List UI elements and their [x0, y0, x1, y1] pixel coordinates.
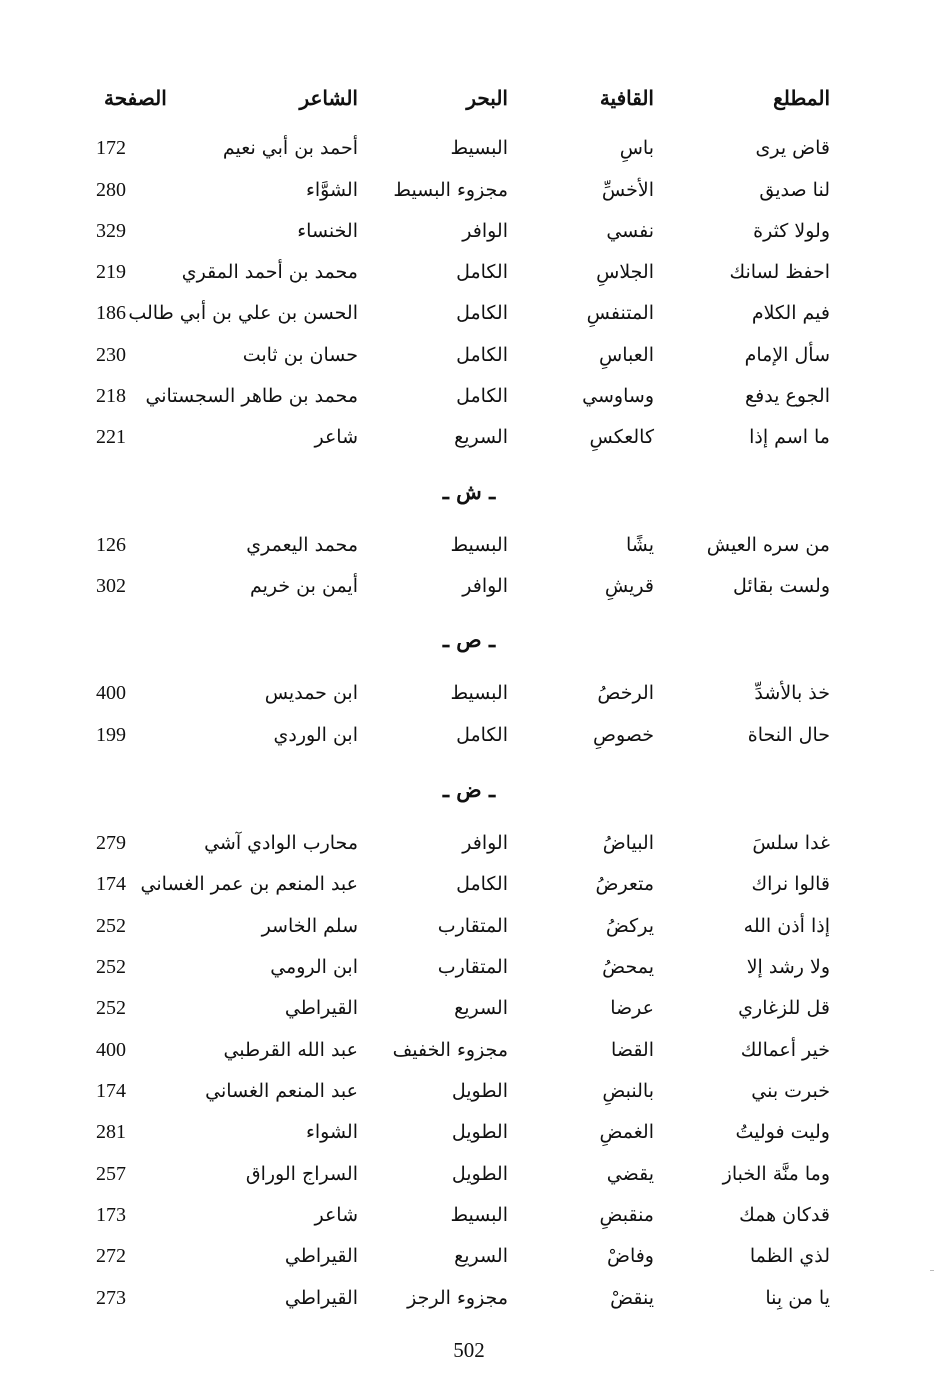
cell-page: 280 — [96, 179, 126, 201]
table-row — [0, 128, 938, 168]
cell-qafia: ينقضْ — [610, 1287, 654, 1309]
table-row — [0, 566, 938, 606]
cell-bahr: البسيط — [450, 137, 508, 159]
cell-qafia: بالنبضِ — [602, 1080, 654, 1102]
cell-shaer: أحمد بن أبي نعيم — [222, 137, 358, 159]
cell-shaer: أيمن بن خريم — [249, 575, 358, 597]
table-row — [0, 293, 938, 333]
cell-shaer: ابن الرومي — [270, 956, 358, 978]
cell-shaer: ابن الوردي — [273, 724, 358, 746]
cell-bahr: الكامل — [456, 302, 508, 324]
cell-qafia: يركضُ — [605, 915, 654, 937]
cell-page: 219 — [96, 261, 126, 283]
cell-page: 281 — [96, 1121, 126, 1143]
cell-bahr: الطويل — [451, 1080, 508, 1102]
cell-shaer: حسان بن ثابت — [242, 344, 358, 366]
cell-shaer: عبد المنعم بن عمر الغساني — [140, 873, 358, 895]
cell-matla: قل للزغاري — [738, 997, 830, 1019]
cell-page: 272 — [96, 1245, 126, 1267]
cell-page: 218 — [96, 385, 126, 407]
cell-qafia: الغمضِ — [599, 1121, 654, 1143]
cell-bahr: البسيط — [450, 682, 508, 704]
cell-shaer: محارب الوادي آشي — [204, 832, 358, 854]
cell-bahr: الطويل — [451, 1163, 508, 1185]
cell-shaer: شاعر — [314, 1204, 358, 1226]
cell-bahr: الوافر — [462, 575, 508, 597]
cell-matla: من سره العيش — [706, 534, 830, 556]
cell-page: 279 — [96, 832, 126, 854]
cell-page: 400 — [96, 1039, 126, 1061]
cell-page: 302 — [96, 575, 126, 597]
cell-page: 199 — [96, 724, 126, 746]
header-matla: المطلع — [773, 86, 830, 110]
cell-qafia: منقبضِ — [599, 1204, 654, 1226]
cell-shaer: القيراطي — [284, 997, 358, 1019]
cell-shaer: محمد بن أحمد المقري — [181, 261, 358, 283]
cell-page: 174 — [96, 873, 126, 895]
table-row — [0, 211, 938, 251]
cell-shaer: الحسن بن علي بن أبي طالب — [128, 302, 358, 324]
cell-page: 221 — [96, 426, 126, 448]
cell-bahr: الكامل — [456, 724, 508, 746]
header-page: الصفحة — [104, 86, 167, 110]
cell-qafia: البياضُ — [602, 832, 654, 854]
cell-matla: قاض يرى — [755, 137, 830, 159]
cell-shaer: القيراطي — [284, 1245, 358, 1267]
cell-matla: خير أعمالك — [740, 1039, 830, 1061]
table-row — [0, 525, 938, 565]
cell-shaer: ابن حمديس — [264, 682, 358, 704]
table-row — [0, 335, 938, 375]
cell-shaer: الخنساء — [297, 220, 358, 242]
cell-qafia: الجلاسِ — [596, 261, 654, 283]
table-row — [0, 376, 938, 416]
cell-bahr: مجزوء الرجز — [407, 1287, 508, 1309]
cell-qafia: يشًا — [625, 534, 654, 556]
cell-bahr: الكامل — [456, 344, 508, 366]
section-heading: ـ ض ـ — [442, 777, 496, 802]
cell-bahr: الكامل — [456, 385, 508, 407]
cell-matla: وما منَّة الخباز — [722, 1163, 830, 1185]
cell-qafia: نفسي — [606, 220, 654, 242]
cell-matla: الجوع يدفع — [745, 385, 830, 407]
cell-qafia: الرخصُ — [597, 682, 654, 704]
cell-qafia: يمحضُ — [602, 956, 654, 978]
cell-matla: يا من بِنا — [765, 1287, 830, 1309]
cell-page: 252 — [96, 956, 126, 978]
cell-bahr: الطويل — [451, 1121, 508, 1143]
cell-bahr: الكامل — [456, 873, 508, 895]
cell-bahr: مجزوء الخفيف — [392, 1039, 508, 1061]
table-row — [0, 1071, 938, 1111]
header-qafia: القافية — [599, 86, 654, 110]
cell-matla: إذا أذن الله — [743, 915, 830, 937]
table-row — [0, 947, 938, 987]
table-row — [0, 1112, 938, 1152]
cell-qafia: خصوصِ — [592, 724, 654, 746]
table-row — [0, 170, 938, 210]
cell-page: 252 — [96, 997, 126, 1019]
cell-matla: وليت فوليتُ — [735, 1121, 830, 1143]
table-row — [0, 1154, 938, 1194]
cell-page: 172 — [96, 137, 126, 159]
table-row — [0, 1278, 938, 1318]
cell-qafia: متعرضُ — [595, 873, 654, 895]
cell-matla: لنا صديق — [759, 179, 830, 201]
header-bahr: البحر — [466, 86, 508, 110]
table-row — [0, 673, 938, 713]
cell-qafia: يقضي — [606, 1163, 654, 1185]
table-row — [0, 417, 938, 457]
cell-shaer: الشواء — [305, 1121, 358, 1143]
table-row — [0, 864, 938, 904]
page-number: 502 — [453, 1338, 485, 1362]
cell-page: 252 — [96, 915, 126, 937]
cell-shaer: محمد بن طاهر السجستاني — [145, 385, 358, 407]
cell-matla: لذي الظما — [749, 1245, 830, 1267]
cell-shaer: الشوَّاء — [305, 179, 358, 201]
section-heading: ـ ص ـ — [442, 627, 496, 652]
table-row — [0, 715, 938, 755]
cell-matla: قدكان همك — [739, 1204, 830, 1226]
cell-qafia: العباسِ — [599, 344, 654, 366]
cell-qafia: وفاضْ — [606, 1245, 654, 1267]
cell-page: 329 — [96, 220, 126, 242]
margin-mark — [930, 1270, 934, 1271]
table-row — [0, 252, 938, 292]
table-row — [0, 1195, 938, 1235]
cell-matla: ولولا كثرة — [753, 220, 830, 242]
cell-matla: حال النحاة — [747, 724, 830, 746]
cell-matla: خذ بالأشدِّ — [754, 682, 830, 704]
cell-shaer: شاعر — [314, 426, 358, 448]
cell-bahr: السريع — [454, 1245, 508, 1267]
table-row — [0, 1236, 938, 1276]
cell-bahr: البسيط — [450, 1204, 508, 1226]
cell-bahr: المتقارب — [437, 956, 508, 978]
cell-qafia: عرضا — [610, 997, 654, 1019]
cell-page: 230 — [96, 344, 126, 366]
cell-shaer: القيراطي — [284, 1287, 358, 1309]
section-heading: ـ ش ـ — [442, 479, 496, 504]
cell-bahr: الوافر — [462, 832, 508, 854]
cell-qafia: كالعكسِ — [589, 426, 654, 448]
table-row — [0, 1030, 938, 1070]
cell-shaer: سلم الخاسر — [261, 915, 358, 937]
cell-qafia: وساوسي — [582, 385, 654, 407]
cell-bahr: البسيط — [450, 534, 508, 556]
cell-matla: فيم الكلام — [751, 302, 830, 324]
cell-matla: ولا رشد إلا — [746, 956, 830, 978]
cell-page: 273 — [96, 1287, 126, 1309]
cell-matla: سأل الإمام — [744, 344, 830, 366]
table-row — [0, 823, 938, 863]
cell-shaer: محمد اليعمري — [246, 534, 358, 556]
cell-page: 173 — [96, 1204, 126, 1226]
table-row — [0, 906, 938, 946]
table-header — [0, 78, 938, 118]
header-shaer: الشاعر — [299, 86, 358, 110]
cell-page: 257 — [96, 1163, 126, 1185]
cell-bahr: الوافر — [462, 220, 508, 242]
cell-qafia: القضا — [611, 1039, 654, 1061]
cell-page: 174 — [96, 1080, 126, 1102]
cell-bahr: المتقارب — [437, 915, 508, 937]
cell-bahr: الكامل — [456, 261, 508, 283]
cell-matla: احفظ لسانك — [729, 261, 830, 283]
cell-shaer: السراج الوراق — [245, 1163, 358, 1185]
cell-matla: ولست بقائل — [733, 575, 830, 597]
cell-page: 126 — [96, 534, 126, 556]
cell-page: 186 — [96, 302, 126, 324]
cell-bahr: مجزوء البسيط — [393, 179, 508, 201]
cell-bahr: السريع — [454, 997, 508, 1019]
cell-matla: قالوا نراك — [751, 873, 830, 895]
cell-qafia: الأخسِّ — [601, 179, 654, 201]
cell-matla: خبرت بني — [751, 1080, 830, 1102]
cell-shaer: عبد المنعم الغساني — [205, 1080, 358, 1102]
table-row — [0, 988, 938, 1028]
cell-qafia: المتنفسِ — [586, 302, 654, 324]
cell-qafia: قريشِ — [604, 575, 654, 597]
cell-bahr: السريع — [454, 426, 508, 448]
cell-matla: ما اسم إذا — [749, 426, 830, 448]
cell-page: 400 — [96, 682, 126, 704]
cell-shaer: عبد الله القرطبي — [223, 1039, 358, 1061]
cell-matla: غدا سلسَ — [752, 832, 830, 854]
cell-qafia: باسِ — [619, 137, 654, 159]
